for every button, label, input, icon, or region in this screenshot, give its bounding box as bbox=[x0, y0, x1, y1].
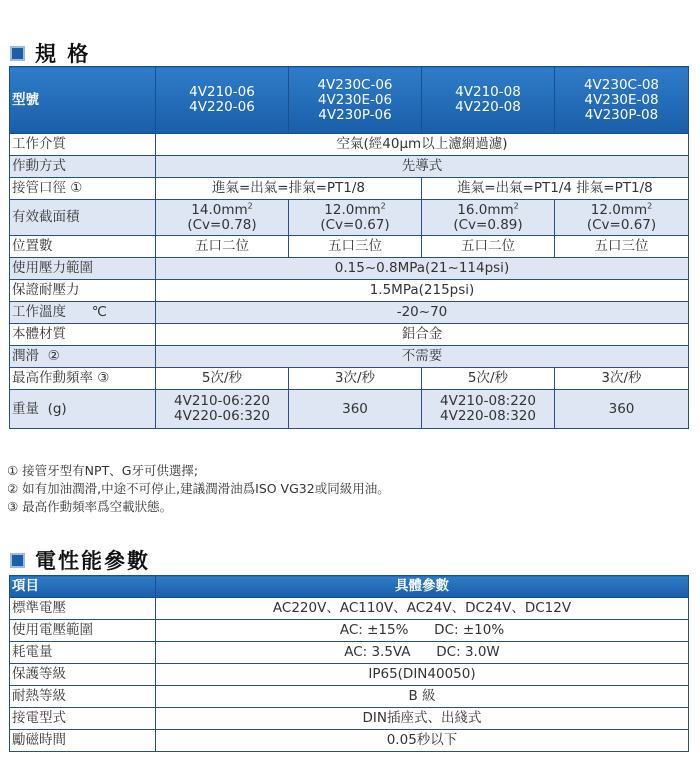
item-header: 項目 bbox=[10, 576, 156, 598]
table-row bbox=[10, 346, 689, 368]
square-bullet-icon bbox=[10, 46, 25, 61]
spec-section-title bbox=[10, 38, 90, 68]
weight-cell-4: 360 bbox=[555, 390, 689, 429]
material-value: 鋁合金 bbox=[156, 324, 689, 346]
model-col-2: 4V230C-06 4V230E-06 4V230P-06 bbox=[289, 67, 422, 134]
weight-cell-3: 4V210-08:220 4V220-08:320 bbox=[422, 390, 555, 429]
medium-value: 空氣(經40μm以上濾網過濾) bbox=[156, 134, 689, 156]
param-header: 具體參數 bbox=[156, 576, 689, 598]
table-row bbox=[10, 390, 689, 429]
table-row bbox=[10, 236, 689, 258]
pressure-range-value: 0.15~0.8MPa(21~114psi) bbox=[156, 258, 689, 280]
pressure-range-label: 使用壓力範圍 bbox=[10, 258, 156, 280]
weight-label: 重量 (g) bbox=[10, 390, 156, 429]
action-value: 先導式 bbox=[156, 156, 689, 178]
notes bbox=[7, 462, 390, 516]
weight-cell-2: 360 bbox=[289, 390, 422, 429]
model-col-1: 4V210-06 4V220-06 bbox=[156, 67, 289, 134]
positions-cell-3: 五口二位 bbox=[422, 236, 555, 258]
material-label: 本體材質 bbox=[10, 324, 156, 346]
connection-value: DIN插座式、出綫式 bbox=[156, 708, 689, 730]
lubrication-label: 潤滑 ② bbox=[10, 346, 156, 368]
table-row bbox=[10, 324, 689, 346]
model-label: 型號 bbox=[10, 67, 156, 134]
spec-title: 規 格 bbox=[35, 42, 91, 66]
protection-value: IP65(DIN40050) bbox=[156, 664, 689, 686]
square-bullet-icon bbox=[10, 553, 25, 568]
area-cell-3: $16.0mm^2$ (Cv=0.89) bbox=[422, 200, 555, 236]
note-2: ② 如有加油潤滑,中途不可停止,建議潤滑油爲ISO VG32或同級用油。 bbox=[7, 481, 390, 496]
table-row bbox=[10, 302, 689, 324]
proof-pressure-label: 保證耐壓力 bbox=[10, 280, 156, 302]
table-row bbox=[10, 620, 689, 642]
port-label: 接管口徑 ① bbox=[10, 178, 156, 200]
power-value: AC: 3.5VA DC: 3.0W bbox=[156, 642, 689, 664]
positions-cell-2: 五口三位 bbox=[289, 236, 422, 258]
excitation-label: 勵磁時間 bbox=[10, 730, 156, 752]
model-col-3: 4V210-08 4V220-08 bbox=[422, 67, 555, 134]
area-cell-1: $14.0mm^2$ (Cv=0.78) bbox=[156, 200, 289, 236]
table-row bbox=[10, 368, 689, 390]
electrical-header-row bbox=[10, 576, 689, 598]
table-row bbox=[10, 708, 689, 730]
table-row bbox=[10, 200, 689, 236]
table-row bbox=[10, 642, 689, 664]
frequency-cell-1: 5次/秒 bbox=[156, 368, 289, 390]
spec-table bbox=[9, 66, 689, 429]
table-row bbox=[10, 178, 689, 200]
table-row bbox=[10, 664, 689, 686]
area-cell-2: $12.0mm^2$ (Cv=0.67) bbox=[289, 200, 422, 236]
proof-pressure-value: 1.5MPa(215psi) bbox=[156, 280, 689, 302]
table-row bbox=[10, 258, 689, 280]
electrical-table bbox=[9, 575, 689, 752]
action-label: 作動方式 bbox=[10, 156, 156, 178]
spec-header-row bbox=[10, 67, 689, 134]
table-row bbox=[10, 598, 689, 620]
protection-label: 保護等級 bbox=[10, 664, 156, 686]
positions-cell-4: 五口三位 bbox=[555, 236, 689, 258]
table-row bbox=[10, 730, 689, 752]
area-label: 有效截面積 bbox=[10, 200, 156, 236]
frequency-label: 最高作動頻率 ③ bbox=[10, 368, 156, 390]
note-1: ① 接管牙型有NPT、G牙可供選擇; bbox=[7, 463, 199, 478]
electrical-section-title bbox=[10, 545, 150, 575]
positions-label: 位置數 bbox=[10, 236, 156, 258]
voltage-label: 標準電壓 bbox=[10, 598, 156, 620]
positions-cell-1: 五口二位 bbox=[156, 236, 289, 258]
model-col-4: 4V230C-08 4V230E-08 4V230P-08 bbox=[555, 67, 689, 134]
area-cell-4: $12.0mm^2$ (Cv=0.67) bbox=[555, 200, 689, 236]
frequency-cell-3: 5次/秒 bbox=[422, 368, 555, 390]
weight-cell-1: 4V210-06:220 4V220-06:320 bbox=[156, 390, 289, 429]
voltage-range-value: AC: ±15% DC: ±10% bbox=[156, 620, 689, 642]
lubrication-value: 不需要 bbox=[156, 346, 689, 368]
temperature-label: 工作溫度 ℃ bbox=[10, 302, 156, 324]
power-label: 耗電量 bbox=[10, 642, 156, 664]
electrical-title: 電性能參數 bbox=[35, 549, 150, 573]
table-row bbox=[10, 280, 689, 302]
frequency-cell-4: 3次/秒 bbox=[555, 368, 689, 390]
table-row bbox=[10, 156, 689, 178]
connection-label: 接電型式 bbox=[10, 708, 156, 730]
frequency-cell-2: 3次/秒 bbox=[289, 368, 422, 390]
medium-label: 工作介質 bbox=[10, 134, 156, 156]
table-row bbox=[10, 134, 689, 156]
table-row bbox=[10, 686, 689, 708]
port-left: 進氣=出氣=排氣=PT1/8 bbox=[156, 178, 422, 200]
heat-class-label: 耐熱等級 bbox=[10, 686, 156, 708]
excitation-value: 0.05秒以下 bbox=[156, 730, 689, 752]
temperature-value: -20~70 bbox=[156, 302, 689, 324]
voltage-range-label: 使用電壓範圍 bbox=[10, 620, 156, 642]
port-right: 進氣=出氣=PT1/4 排氣=PT1/8 bbox=[422, 178, 689, 200]
note-3: ③ 最高作動頻率爲空載狀態。 bbox=[7, 499, 173, 514]
voltage-value: AC220V、AC110V、AC24V、DC24V、DC12V bbox=[156, 598, 689, 620]
heat-class-value: B 級 bbox=[156, 686, 689, 708]
